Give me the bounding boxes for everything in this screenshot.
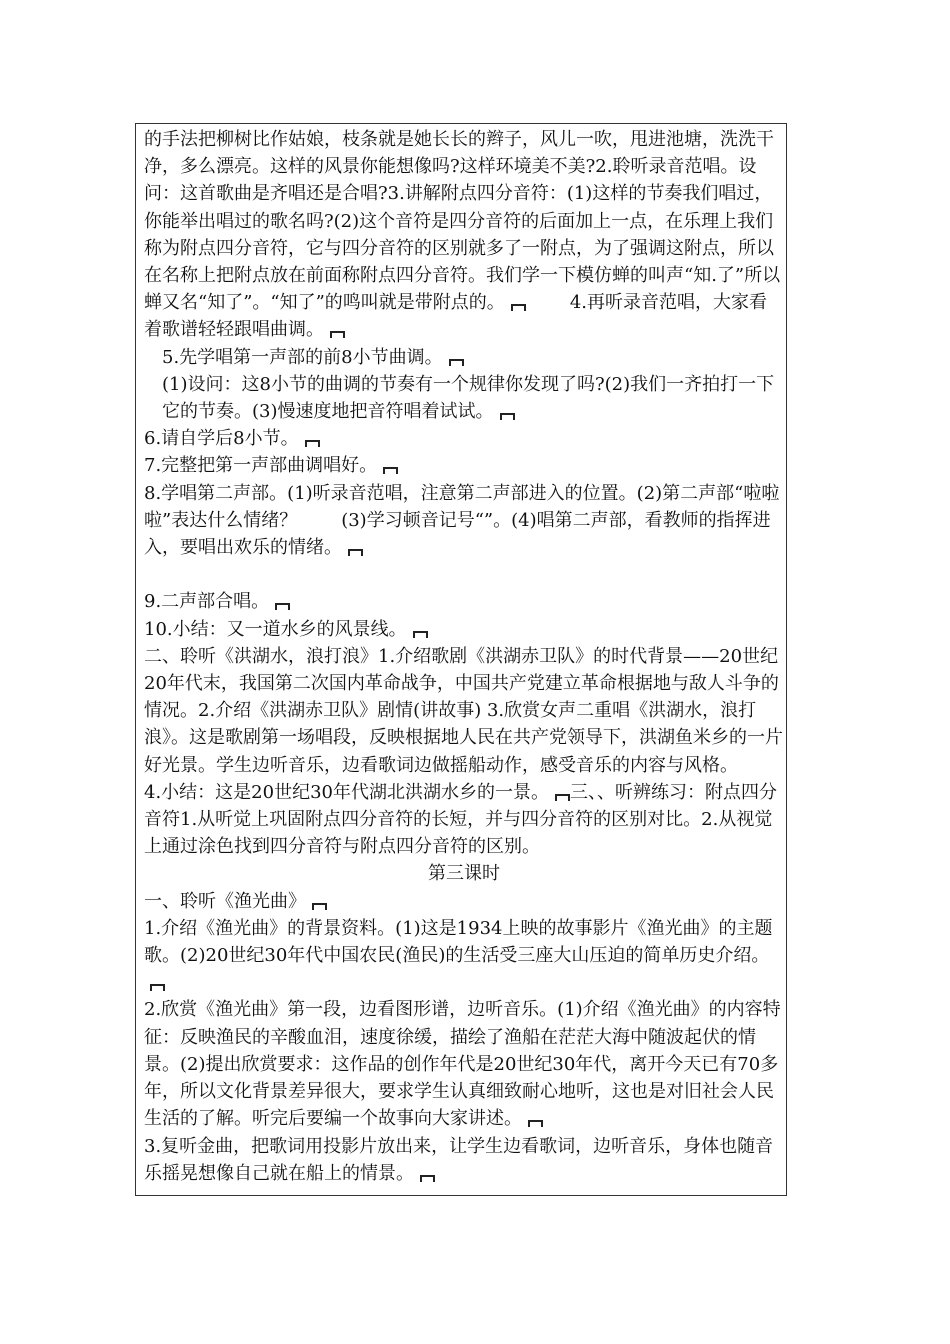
paragraph-mark-icon bbox=[150, 984, 165, 991]
paragraph-mark-icon bbox=[413, 631, 428, 638]
paragraph-mark-icon bbox=[305, 440, 320, 447]
paragraph-mark-icon bbox=[420, 1175, 435, 1182]
paragraph-mark-icon bbox=[330, 331, 345, 338]
paragraph: 5.先学唱第一声部的前8小节曲调。 bbox=[144, 344, 784, 371]
document-body bbox=[144, 126, 784, 1187]
paragraph-mark-icon bbox=[555, 794, 570, 801]
paragraph: 的手法把柳树比作姑娘，枝条就是她长长的辫子，风儿一吹，甩进池塘，洗洗干净，多么漂亮。这样的风景你能想像吗?这样环境美不美?2.聆听录音范唱。设问：这首歌曲是齐唱还是合唱?3.讲解附点四分音符：(1)这样的节奏我们唱过，你能举出唱过的歌名吗?(2)这个音符是四分音符的后面加上一点，在乐理上我们称为附点四分音符，它与四分音符的区别就多了一附点，为了强调这附点，所以在名称上把附点放在前面称附点四分音符。我们学一下模仿蝉的叫声“知.了”所以蝉又名“知了”。“知了”的鸣叫就是带附点的。 4.再听录音范唱，大家看着歌谱轻轻跟唱曲调。 bbox=[144, 129, 781, 341]
paragraph: (1)设问：这8小节的曲调的节奏有一个规律你发现了吗?(2)我们一齐拍打一下它的节奏。(3)慢速度地把音符唱着试试。 bbox=[162, 373, 775, 423]
paragraph: 7.完整把第一声部曲调唱好。 bbox=[144, 452, 784, 479]
paragraph: 6.请自学后8小节。 bbox=[144, 425, 784, 452]
paragraph-mark-icon bbox=[383, 467, 398, 474]
blank-line bbox=[144, 561, 784, 588]
paragraph-mark-icon bbox=[500, 413, 515, 420]
paragraph: 一、聆听《渔光曲》 bbox=[144, 888, 784, 915]
section-heading: 第三课时 bbox=[428, 863, 500, 885]
paragraph: 1.介绍《渔光曲》的背景资料。(1)这是1934上映的故事影片《渔光曲》的主题歌。(2)20世纪30年代中国农民(渔民)的生活受三座大山压迫的简单历史介绍。 bbox=[144, 915, 784, 997]
paragraph: 二、聆听《洪湖水，浪打浪》1.介绍歌剧《洪湖赤卫队》的时代背景——20世纪20年代末，我国第二次国内革命战争，中国共产党建立革命根据地与敌人斗争的情况。2.介绍《洪湖赤卫队》剧情(讲故事) 3.欣赏女声二重唱《洪湖水，浪打浪》。这是歌剧第一场唱段，反映根据地人民在共产党领导下，洪湖鱼米乡的一片好光景。学生边听音乐，边看歌词边做摇船动作，感受音乐的内容与风格。 bbox=[144, 645, 783, 776]
paragraph-mark-icon bbox=[275, 603, 290, 610]
paragraph: 10.小结：又一道水乡的风景线。 bbox=[144, 616, 784, 643]
paragraph: 9.二声部合唱。 bbox=[144, 588, 784, 615]
paragraph-mark-icon bbox=[511, 304, 526, 311]
paragraph-mark-icon bbox=[348, 549, 363, 556]
paragraph: 3.复听金曲，把歌词用投影片放出来，让学生边看歌词，边听音乐，身体也随音乐摇晃想像自己就在船上的情景。 bbox=[144, 1135, 774, 1184]
paragraph-mark-icon bbox=[449, 359, 464, 366]
paragraph: 4.小结：这是20世纪30年代湖北洪湖水乡的一景。 三、、听辨练习：附点四分音符1.从听觉上巩固附点四分音符的长短，并与四分音符的区别对比。2.从视觉上通过涂色找到四分音符与附点四分音符的区别。 bbox=[144, 781, 777, 858]
paragraph: 8.学唱第二声部。(1)听录音范唱，注意第二声部进入的位置。(2)第二声部“啦啦啦”表达什么情绪？ (3)学习顿音记号“”。(4)唱第二声部，看教师的指挥进入，要唱出欢乐的情绪。 bbox=[144, 482, 780, 559]
paragraph-mark-icon bbox=[312, 903, 327, 910]
paragraph-mark-icon bbox=[528, 1120, 543, 1127]
paragraph: 2.欣赏《渔光曲》第一段，边看图形谱，边听音乐。(1)介绍《渔光曲》的内容特征：反映渔民的辛酸血泪，速度徐缓，描绘了渔船在茫茫大海中随波起伏的情景。(2)提出欣赏要求：这作品的创作年代是20世纪30年代，离开今天已有70多年，所以文化背景差异很大，要求学生认真细致耐心地听，这也是对旧社会人民生活的了解。听完后要编一个故事向大家讲述。 bbox=[144, 999, 781, 1130]
